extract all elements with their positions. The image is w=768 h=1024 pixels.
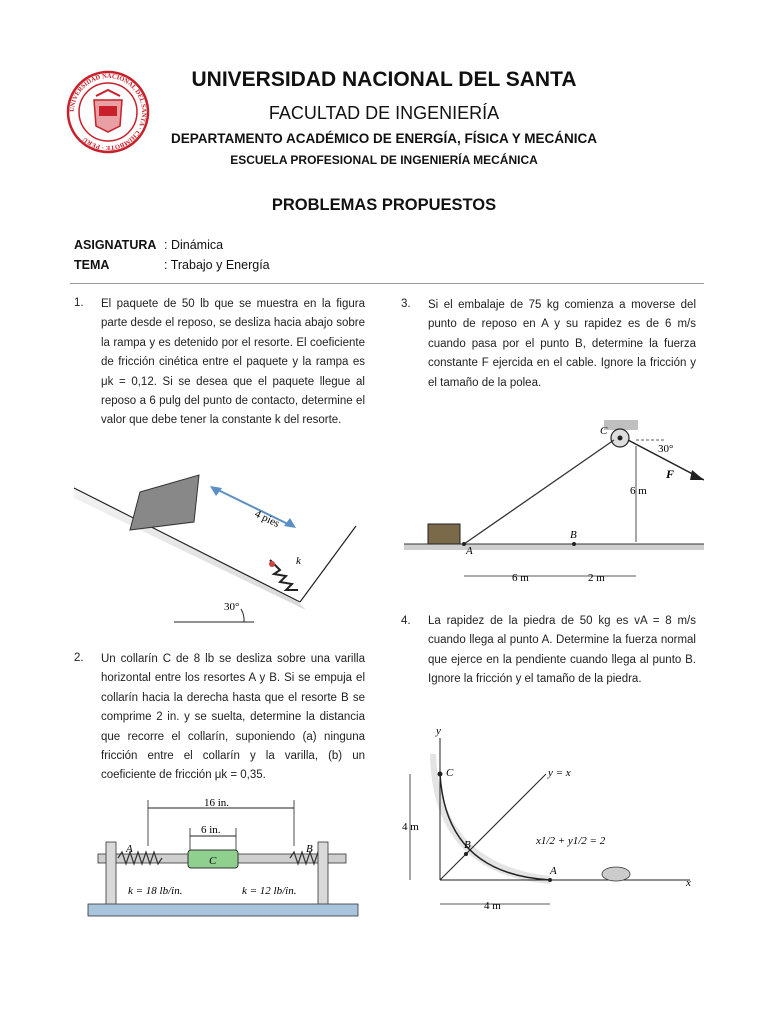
fig4-width: 4 m <box>484 900 501 912</box>
fig3-angle: 30° <box>658 443 674 455</box>
topic-value: : Trabajo y Energía <box>164 258 270 272</box>
problem-2-number: 2. <box>74 652 84 664</box>
fig3-point-a: A <box>466 545 473 557</box>
fig4-x-axis: x <box>686 877 691 889</box>
fig4-y-axis: y <box>436 725 441 737</box>
fig1-distance: 4 pies <box>252 507 282 531</box>
problem-1-text: El paquete de 50 lb que se muestra en la figura parte desde el reposo, se desliza hacia abajo sobre la rampa y es detenido por el resorte. El coeficiente de fricción cinética entre el paquete y la rampa es μk = 0,12. Si se desea que el paquete llegue al reposo a 6 pulg del punto de contacto, determine el valor que debe tener la constante k del resorte. <box>101 298 365 427</box>
fig1-spring: k <box>296 555 301 567</box>
fig2-k-right: k = 12 lb/in. <box>242 885 297 897</box>
fig2-left: A <box>126 843 133 855</box>
problem-3-figure <box>404 418 704 590</box>
problem-4-number: 4. <box>401 615 411 627</box>
fig2-collar-width: 6 in. <box>201 824 221 836</box>
problem-1-figure <box>74 470 370 630</box>
problem-4-figure <box>400 724 700 920</box>
fig1-angle: 30° <box>224 601 240 613</box>
problem-1-number: 1. <box>74 297 84 309</box>
subject-value: : Dinámica <box>164 238 224 252</box>
fig3-pulley: C <box>600 425 608 437</box>
fig2-k-left: k = 18 lb/in. <box>128 885 183 897</box>
fig4-curve: x1/2 + y1/2 = 2 <box>536 835 606 847</box>
fig3-dist1: 6 m <box>512 572 529 584</box>
seal-text: UNIVERSIDAD NACIONAL DEL SANTA · CHIMBOTE · PERÚ <box>68 72 148 152</box>
department-name: DEPARTAMENTO ACADÉMICO DE ENERGÍA, FÍSICA Y MECÁNICA <box>170 131 598 146</box>
subject-row <box>74 238 223 252</box>
fig4-point-a: A <box>550 865 557 877</box>
fig3-height: 6 m <box>630 485 647 497</box>
problem-4-text: La rapidez de la piedra de 50 kg es vA = 8 m/s cuando llega al punto A. Determine la fuerza normal que ejerce en la pendiente cuando llega al punto B. Ignore la fricción y el tamaño de la piedra. <box>428 615 696 686</box>
fig4-line: y = x <box>548 767 571 779</box>
university-name: UNIVERSIDAD NACIONAL DEL SANTA <box>191 68 577 91</box>
school-name: ESCUELA PROFESIONAL DE INGENIERÍA MECÁNICA <box>230 153 538 167</box>
problem-3-number: 3. <box>401 298 411 310</box>
fig3-point-b: B <box>570 529 577 541</box>
page-title: PROBLEMAS PROPUESTOS <box>271 196 497 214</box>
faculty-name: FACULTAD DE INGENIERÍA <box>268 103 500 123</box>
subject-label: ASIGNATURA <box>74 238 157 252</box>
topic-row <box>74 258 270 272</box>
problem-2-text: Un collarín C de 8 lb se desliza sobre una varilla horizontal entre los resortes A y B. Si se empuja el collarín hacia la derecha hasta que el resorte B se comprime 2 in. y se suelta, determine la distancia que recorre el collarín, suponiendo (a) ninguna fricción entre el collarín y la varilla, (b) un coeficiente de fricción μk = 0,35. <box>101 653 365 782</box>
fig2-span: 16 in. <box>204 797 230 809</box>
fig4-point-b: B <box>464 839 471 851</box>
fig4-height: 4 m <box>402 821 419 833</box>
divider <box>70 283 704 284</box>
fig4-point-c: C <box>446 767 454 779</box>
fig3-dist2: 2 m <box>588 572 605 584</box>
fig2-collar: C <box>209 855 217 867</box>
problem-3-text: Si el embalaje de 75 kg comienza a moverse del punto de reposo en A y su rapidez es de 6 m/s cuando pasa por el punto B, determine la fuerza constante F ejercida en el cable. Ignore la fricción y el tamaño de la polea. <box>428 299 696 389</box>
problem-2-figure <box>78 796 370 926</box>
topic-label: TEMA <box>74 258 110 272</box>
fig3-force: F <box>666 467 675 481</box>
fig2-right: B <box>306 843 313 855</box>
